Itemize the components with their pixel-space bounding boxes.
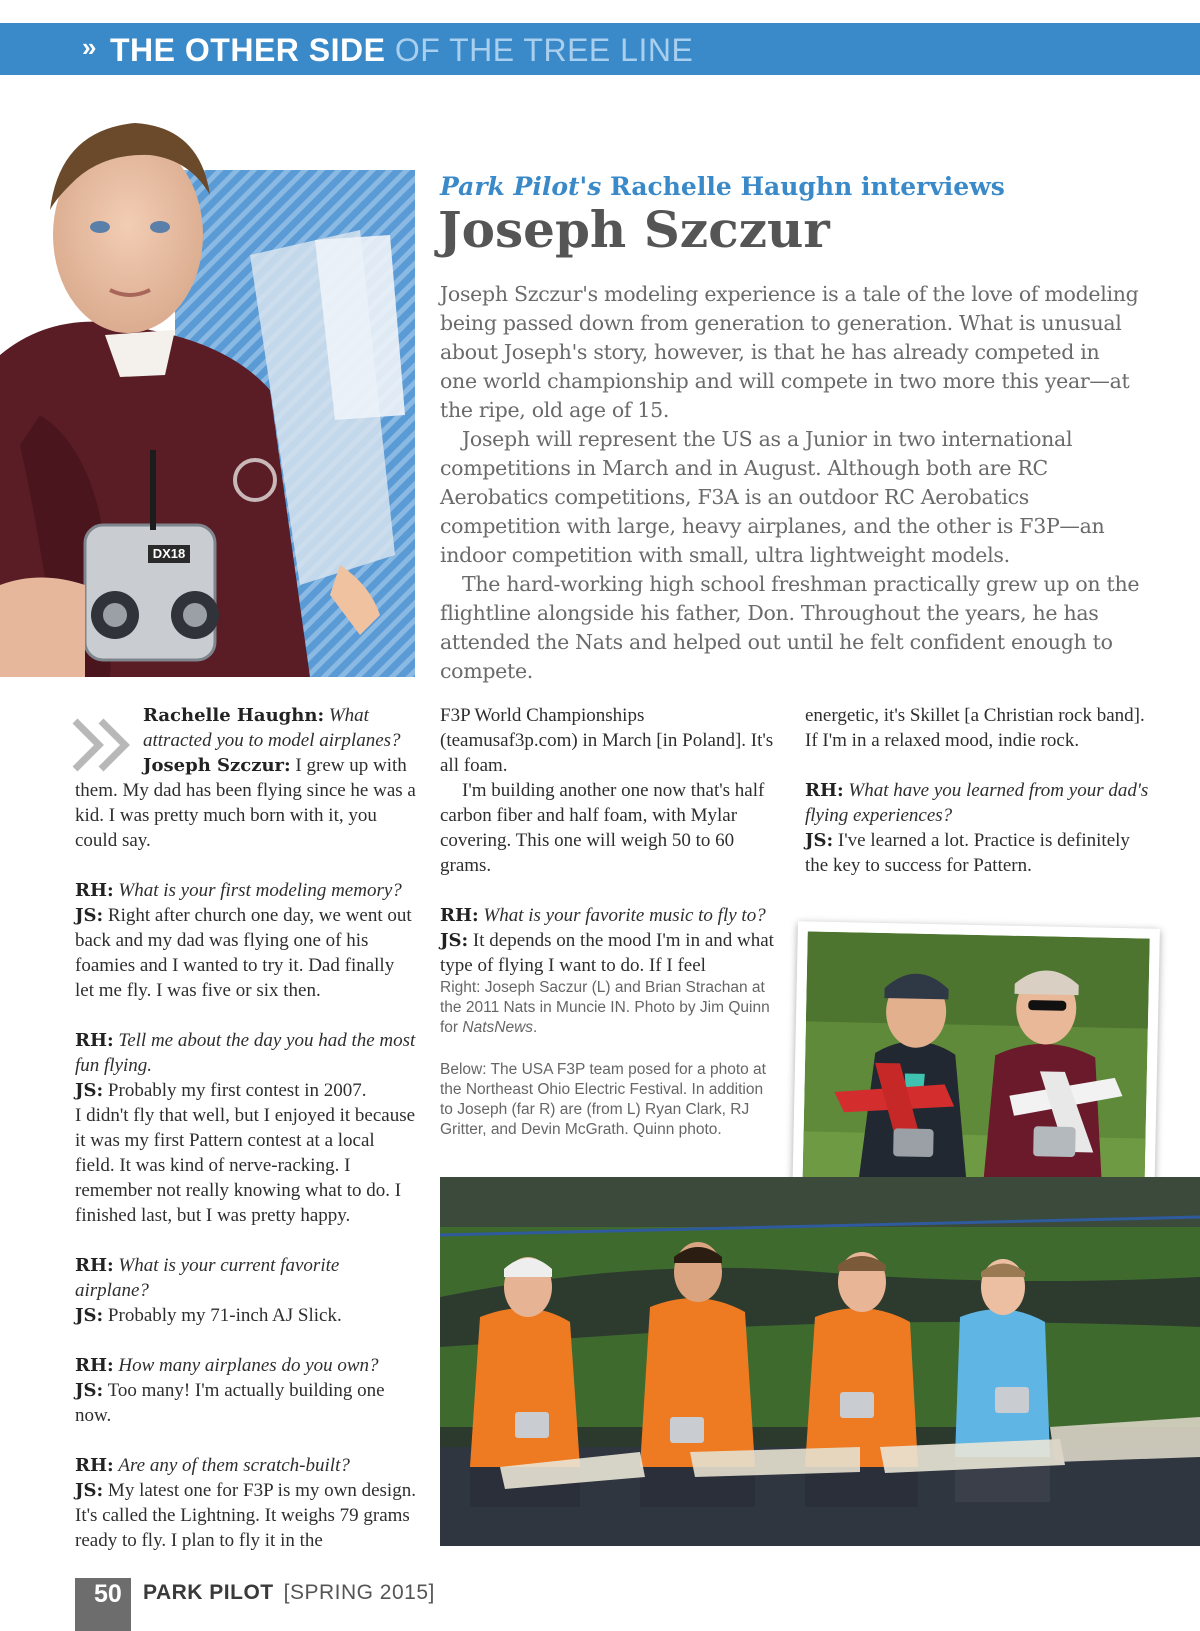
byline-text: Rachelle Haughn interviews <box>601 172 1005 201</box>
photo-caption-right <box>440 978 780 1038</box>
interview-column-1 <box>75 703 417 1578</box>
byline-magazine: Park Pilot's <box>440 172 602 201</box>
speaker-label: JS: <box>440 930 469 951</box>
qa-block <box>75 1253 417 1328</box>
qa-block <box>75 1028 417 1228</box>
caption-text: Right: Joseph Saczur (L) and Brian Strachan at the 2011 Nats in Muncie IN. Photo by Jim Quinn for <box>440 979 770 1036</box>
qa-block <box>75 703 417 853</box>
speaker-label: JS: <box>75 905 104 926</box>
qa-block <box>75 1453 417 1553</box>
answer-text: Probably my 71-inch AJ Slick. <box>107 1305 342 1326</box>
section-title-light: OF THE TREE LINE <box>385 32 694 68</box>
lede-paragraph: The hard-working high school freshman practically grew up on the flightline alongside his father, Don. Throughout the years, he has attended the Nats and helped out until he felt confident enough to compete. <box>440 572 1140 683</box>
question-text: What is your favorite music to fly to? <box>483 905 766 926</box>
speaker-label: JS: <box>805 830 834 851</box>
answer-text: It depends on the mood I'm in and what type of flying I want to do. If I feel <box>440 930 774 976</box>
photo-f3p-team <box>440 1177 1200 1546</box>
question-text: What is your first modeling memory? <box>118 880 402 901</box>
speaker-label: JS: <box>75 1080 104 1101</box>
portrait-photo <box>0 115 415 677</box>
interview-column-2 <box>440 703 782 1003</box>
qa-block <box>75 1353 417 1428</box>
speaker-label: JS: <box>75 1480 104 1501</box>
speaker-label: RH: <box>75 1355 114 1376</box>
qa-block <box>440 903 782 978</box>
speaker-label: RH: <box>75 1455 114 1476</box>
speaker-label: RH: <box>75 1030 114 1051</box>
answer-text: Too many! I'm actually building one now. <box>75 1380 385 1426</box>
speaker-label: RH: <box>440 905 479 926</box>
speaker-label: Joseph Szczur: <box>143 755 291 776</box>
transmitter-brand-label: DX18 <box>152 546 186 561</box>
speaker-label: JS: <box>75 1305 104 1326</box>
speaker-label: RH: <box>75 1255 114 1276</box>
answer-text: Probably my first contest in 2007. <box>107 1080 367 1101</box>
interview-column-3 <box>805 703 1150 903</box>
speaker-label: RH: <box>805 780 844 801</box>
answer-text: My latest one for F3P is my own design. It's called the Lightning. It weighs 79 grams ready to fly. I plan to fly it in the <box>75 1480 416 1551</box>
speaker-label: JS: <box>75 1380 104 1401</box>
lede-paragraph: Joseph Szczur's modeling experience is a tale of the love of modeling being passed down from generation to generation. What is unusual about Joseph's story, however, is that he has already competed in one world championship and will compete in two more this year—at the ripe, old age of 15. <box>440 282 1139 422</box>
section-title-bold: THE OTHER SIDE <box>110 32 386 68</box>
answer-text: I grew up with them. My dad has been flying since he was a kid. I was pretty much born with it, you could say. <box>75 755 416 851</box>
answer-text: I'm building another one now that's half carbon fiber and half foam, with Mylar covering. This one will weigh 50 to 60 grams. <box>440 780 765 876</box>
magazine-name: PARK PILOT <box>143 1581 274 1604</box>
question-text: What have you learned from your dad's flying experiences? <box>805 780 1149 826</box>
issue-label: [SPRING 2015] <box>283 1581 435 1604</box>
question-text: What is your current favorite airplane? <box>75 1255 340 1301</box>
intro-byline <box>440 172 1005 201</box>
answer-text: I've learned a lot. Practice is definitely the key to success for Pattern. <box>805 830 1130 876</box>
question-text: Are any of them scratch-built? <box>118 1455 350 1476</box>
lede-text <box>440 280 1140 686</box>
lede-paragraph: Joseph will represent the US as a Junior in two international competitions in March and in August. Although both are RC Aerobatics competitions, F3A is an outdoor RC Aerobatics competition with large, heavy airplanes, and the other is F3P—an indoor competition with small, ultra lightweight models. <box>440 427 1105 567</box>
question-text: How many airplanes do you own? <box>118 1355 379 1376</box>
answer-text: energetic, it's Skillet [a Christian rock band]. If I'm in a relaxed mood, indie rock. <box>805 705 1145 751</box>
qa-block <box>75 878 417 1003</box>
qa-block <box>805 778 1150 878</box>
footer-magazine <box>143 1581 435 1605</box>
caption-end: . <box>533 1019 538 1036</box>
section-banner <box>0 23 1200 75</box>
speaker-label: Rachelle Haughn: <box>143 705 325 726</box>
question-text: What attracted you to model airplanes? <box>143 705 401 751</box>
page-number: 50 <box>94 1580 122 1608</box>
photo-caption-below: Below: The USA F3P team posed for a photo at the Northeast Ohio Electric Festival. In addition to Joseph (far R) are (from L) Ryan Clark, RJ Gritter, and Devin McGrath. Quinn photo. <box>440 1061 766 1138</box>
pull-quote-chevron-icon <box>71 717 135 773</box>
caption-source: NatsNews <box>462 1019 534 1036</box>
question-text: Tell me about the day you had the most fun flying. <box>75 1030 416 1076</box>
answer-text: F3P World Championships (teamusaf3p.com) in March [in Poland]. It's all foam. <box>440 705 774 776</box>
speaker-label: RH: <box>75 880 114 901</box>
interviewee-name: Joseph Szczur <box>438 200 830 259</box>
answer-text: I didn't fly that well, but I enjoyed it because it was my first Pattern contest at a local field. It was kind of nerve-racking. I remember not really knowing what to do. I finished last, but I was pretty happy. <box>75 1105 416 1226</box>
answer-text: Right after church one day, we went out back and my dad was flying one of his foamies and I wanted to try it. Dad finally let me fly. I was five or six then. <box>75 905 412 1001</box>
photo-two-pilots <box>792 921 1160 1212</box>
double-chevron-icon: » <box>82 32 97 62</box>
section-title <box>110 32 693 69</box>
